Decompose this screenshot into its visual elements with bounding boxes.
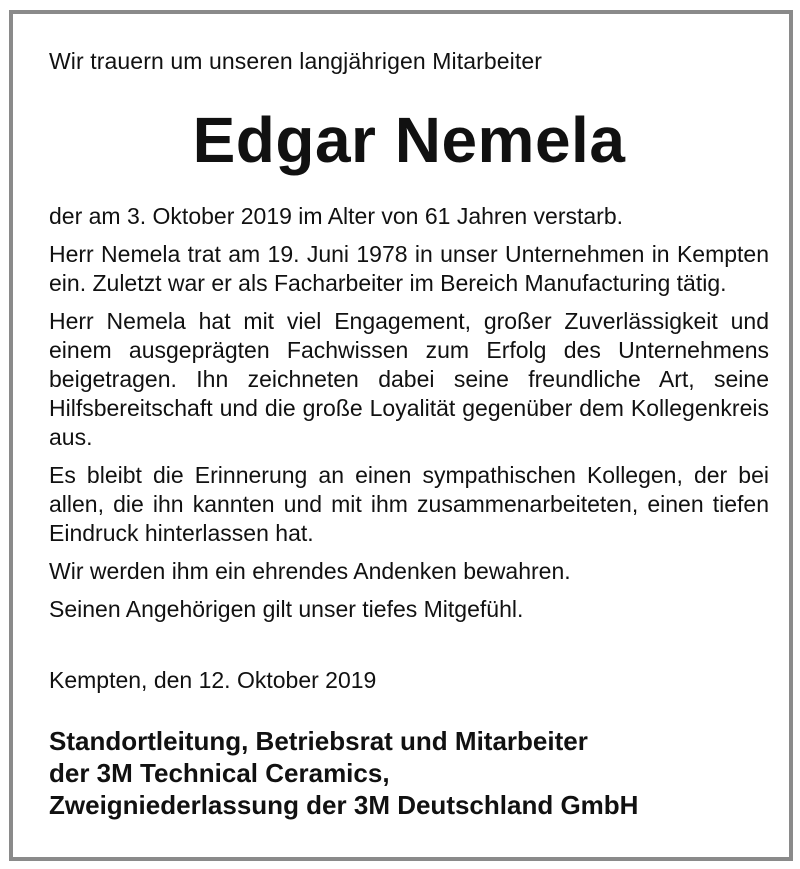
- signature-line: der 3M Technical Ceramics,: [49, 758, 390, 788]
- deceased-name: Edgar Nemela: [192, 104, 626, 176]
- obituary-frame: [9, 10, 793, 861]
- paragraph-death-date: der am 3. Oktober 2019 im Alter von 61 Jahren verstarb.: [49, 203, 624, 229]
- paragraph-memory: Es bleibt die Erinnerung an einen sympathischen Kollegen, der bei allen, die ihn kannten und mit ihm zusammenarbeiteten, einen tiefen Eindruck hinterlassen hat.: [49, 462, 769, 546]
- signature-line: Zweigniederlassung der 3M Deutschland GmbH: [49, 790, 639, 820]
- obituary-content: [49, 46, 769, 821]
- paragraph-tribute: Herr Nemela hat mit viel Engagement, großer Zuverlässigkeit und einem ausgeprägten Fachwissen zum Erfolg des Unternehmens beigetragen. Ihn zeichneten dabei seine freundliche Art, seine Hilfsbereitschaft und die große Loyalität gegenüber dem Kollegenkreis aus.: [49, 308, 769, 450]
- signature-block: [49, 725, 769, 821]
- signature-line: Standortleitung, Betriebsrat und Mitarbeiter: [49, 726, 588, 756]
- paragraph-remembrance: Wir werden ihm ein ehrendes Andenken bewahren.: [49, 558, 571, 584]
- paragraph-condolence: Seinen Angehörigen gilt unser tiefes Mitgefühl.: [49, 596, 524, 622]
- place-date: Kempten, den 12. Oktober 2019: [49, 667, 377, 693]
- paragraph-career: Herr Nemela trat am 19. Juni 1978 in unser Unternehmen in Kempten ein. Zuletzt war er als Facharbeiter im Bereich Manufacturing tätig.: [49, 241, 769, 296]
- intro-line: Wir trauern um unseren langjährigen Mitarbeiter: [49, 48, 543, 74]
